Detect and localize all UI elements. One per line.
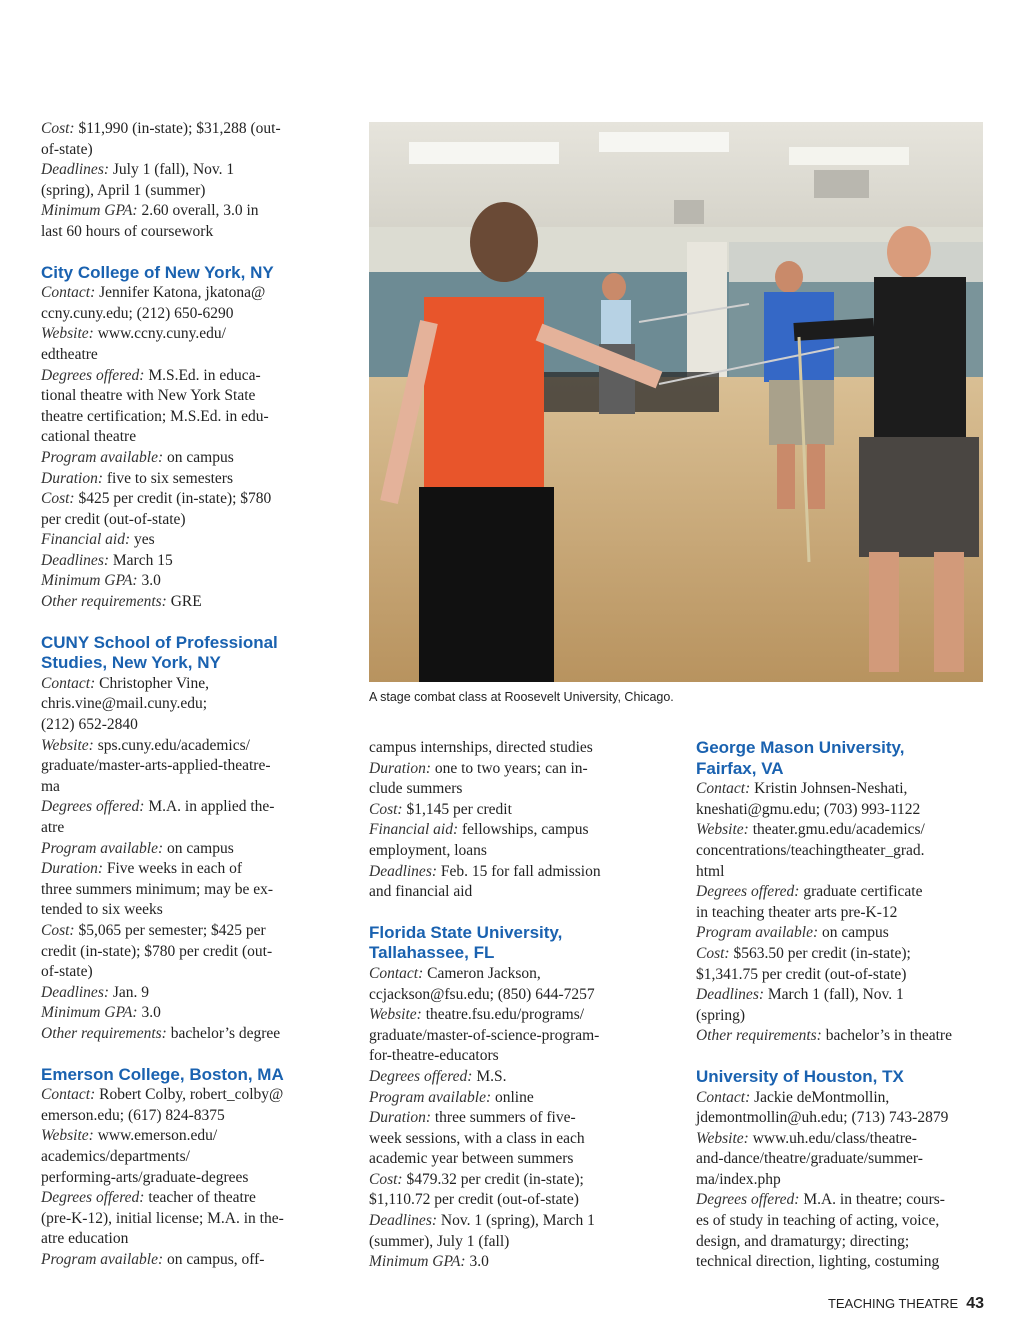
field-value: Feb. 15 for fall admission [437,862,601,880]
text-line [369,1149,659,1170]
school-title-line: Tallahassee, FL [369,943,495,963]
text-line [41,181,336,202]
field-value: (spring) [696,1006,746,1024]
field-value: cational theatre [41,428,137,446]
text-line [369,1232,659,1253]
field-value: kneshati@gmu.edu; (703) 993-1122 [696,800,921,818]
school-title [41,633,336,674]
text-line [696,779,996,800]
field-value: $479.32 per credit (in-state); [402,1170,584,1188]
text-line [41,983,336,1004]
page-footer [828,1295,984,1313]
text-line [41,674,336,695]
field-label: Duration: [41,860,103,878]
text-line [696,1088,996,1109]
field-label: Contact: [696,1088,751,1106]
field-value: emerson.edu; (617) 824-8375 [41,1106,225,1124]
school-title [696,1067,996,1088]
field-value: chris.vine@mail.cuny.edu; [41,695,208,713]
field-value: $1,145 per credit [402,800,512,818]
text-line [41,283,336,304]
field-label: Program available: [41,839,164,857]
field-label: Program available: [369,1088,492,1106]
text-line [41,304,336,325]
field-value: es of study in teaching of acting, voice, [696,1212,940,1230]
field-label: Other requirements: [41,593,167,611]
field-value: (summer), July 1 (fall) [369,1232,510,1250]
text-line [696,820,996,841]
photo-caption: A stage combat class at Roosevelt University, Chicago. [369,690,674,704]
field-value: last 60 hours of coursework [41,222,214,240]
field-value: theater.gmu.edu/academics/ [748,821,925,839]
text-line [369,738,659,759]
field-label: Minimum GPA: [41,572,138,590]
field-label: Cost: [41,921,75,939]
text-line [41,324,336,345]
text-line [41,942,336,963]
text-line [369,985,659,1006]
text-line [369,820,659,841]
field-label: Cost: [696,944,730,962]
text-line [369,1067,659,1088]
field-label: Duration: [41,469,103,487]
field-label: Other requirements: [41,1024,167,1042]
field-value: five to six semesters [103,469,234,487]
field-value: M.A. in theatre; cours- [799,1191,945,1209]
field-value: ccjackson@fsu.edu; (850) 644-7257 [369,985,595,1003]
school-title-line: Florida State University, [369,922,563,942]
text-line [41,1168,336,1189]
text-line [41,756,336,777]
text-line [696,1190,996,1211]
field-value: www.ccny.cuny.edu/ [93,325,226,343]
field-label: Deadlines: [369,1212,438,1230]
text-line [41,859,336,880]
field-value: $563.50 per credit (in-state); [729,944,911,962]
text-line [696,965,996,986]
field-label: Contact: [41,674,96,692]
text-line [369,1252,659,1273]
photo-illustration [369,122,983,682]
field-value: concentrations/teachingtheater_grad. [696,841,925,859]
field-value: ma/index.php [696,1170,781,1188]
text-line [696,1170,996,1191]
field-value: html [696,862,725,880]
field-label: Degrees offered: [41,798,145,816]
school-title-line: City College of New York, NY [41,262,274,282]
text-line [41,1024,336,1045]
field-value: Jackie deMontmollin, [750,1088,890,1106]
text-line [41,551,336,572]
field-value: on campus [163,839,234,857]
text-line [369,1129,659,1150]
text-line [41,880,336,901]
field-value: Nov. 1 (spring), March 1 [437,1212,595,1230]
field-value: three summers of five- [431,1109,576,1127]
field-value: three summers minimum; may be ex- [41,880,274,898]
field-label: Deadlines: [41,161,110,179]
field-label: Financial aid: [41,531,131,549]
field-value: tended to six weeks [41,901,163,919]
field-value: $11,990 (in-state); $31,288 (out- [74,120,281,137]
text-line [369,882,659,903]
text-line [369,1005,659,1026]
field-value: atre education [41,1230,129,1248]
text-line [696,1252,996,1273]
field-value: academic year between summers [369,1150,574,1168]
field-value: one to two years; can in- [431,759,588,777]
text-line [41,1229,336,1250]
text-line [369,1088,659,1109]
text-line [696,985,996,1006]
field-value: and-dance/theatre/graduate/summer- [696,1150,923,1168]
field-value: week sessions, with a class in each [369,1129,585,1147]
continued-entry [41,119,336,243]
school-title-line: George Mason University, [696,738,905,757]
text-line [41,797,336,818]
field-label: Degrees offered: [696,883,800,901]
text-line [41,201,336,222]
column-right [696,738,996,1293]
text-line [696,800,996,821]
field-label: Cost: [41,120,75,137]
field-value: for-theatre-educators [369,1047,499,1065]
field-value: and financial aid [369,883,473,901]
field-label: Contact: [41,284,96,302]
field-label: Program available: [41,1250,164,1268]
text-line [41,407,336,428]
field-label: Cost: [369,800,403,818]
publication-name: TEACHING THEATRE [827,1296,959,1311]
text-line [696,882,996,903]
text-line [696,841,996,862]
text-line [369,1026,659,1047]
text-line [369,1170,659,1191]
field-label: Degrees offered: [41,1189,145,1207]
field-value: credit (in-state); $780 per credit (out- [41,942,273,960]
field-value: (spring), April 1 (summer) [41,181,206,199]
stage-combat-photo [369,122,983,682]
field-value: performing-arts/graduate-degrees [41,1168,249,1186]
school-title-line: Fairfax, VA [696,758,784,778]
field-label: Program available: [696,924,819,942]
field-label: Website: [696,1129,749,1147]
school-entry [369,923,659,1273]
text-line [41,736,336,757]
text-line [696,923,996,944]
field-value: yes [130,531,155,549]
field-label: Degrees offered: [369,1067,473,1085]
field-value: fellowships, campus [458,821,589,839]
text-line [41,222,336,243]
field-value: on campus [163,448,234,466]
field-value: Jan. 9 [109,983,150,1001]
text-line [369,862,659,883]
text-line [696,944,996,965]
text-line [696,1149,996,1170]
field-value: graduate/master-arts-applied-theatre- [41,757,271,775]
field-label: Contact: [41,1086,96,1104]
field-value: M.S. [472,1067,507,1085]
school-title [696,738,996,779]
field-label: Program available: [41,448,164,466]
field-value: $1,110.72 per credit (out-of-state) [369,1191,579,1209]
field-value: 3.0 [137,1004,161,1022]
column-middle [369,738,659,1293]
field-label: Contact: [696,780,751,798]
field-value: www.emerson.edu/ [93,1127,218,1145]
text-line [41,818,336,839]
text-line [41,345,336,366]
field-label: Cost: [41,490,75,508]
field-value: technical direction, lighting, costuming [696,1253,940,1271]
field-label: Duration: [369,759,431,777]
text-line [41,921,336,942]
field-label: Deadlines: [41,983,110,1001]
text-line [41,900,336,921]
field-value: campus internships, directed studies [369,739,593,756]
school-title-line: University of Houston, TX [696,1066,904,1086]
field-value: on campus, off- [163,1250,265,1268]
column-left [41,119,336,1290]
field-value: graduate certificate [799,883,923,901]
field-label: Website: [41,1127,94,1145]
field-label: Other requirements: [696,1027,822,1045]
field-value: March 1 (fall), Nov. 1 [764,986,904,1004]
school-entry [41,1065,336,1271]
field-value: Kristin Johnsen-Neshati, [750,780,908,798]
text-line [41,119,336,140]
field-label: Minimum GPA: [369,1253,466,1271]
field-label: Website: [369,1006,422,1024]
field-value: of-state) [41,140,93,158]
field-value: sps.cuny.edu/academics/ [93,736,250,754]
text-line [41,366,336,387]
school-entry [696,738,996,1047]
text-line [696,1108,996,1129]
field-label: Financial aid: [369,821,459,839]
text-line [696,1006,996,1027]
text-line [369,800,659,821]
text-line [41,1188,336,1209]
field-value: 2.60 overall, 3.0 in [137,202,259,220]
field-value: $425 per credit (in-state); $780 [74,490,272,508]
field-value: bachelor’s in theatre [821,1027,952,1045]
field-label: Degrees offered: [696,1191,800,1209]
field-value: $1,341.75 per credit (out-of-state) [696,965,907,983]
text-line [41,489,336,510]
field-value: theatre.fsu.edu/programs/ [421,1006,585,1024]
text-line [41,530,336,551]
text-line [41,510,336,531]
school-entry [41,633,336,1045]
text-line [41,1126,336,1147]
field-value: design, and dramaturgy; directing; [696,1232,910,1250]
text-line [369,841,659,862]
school-entry [41,263,336,613]
school-title [41,263,336,284]
field-value: Cameron Jackson, [423,964,541,982]
field-value: ma [41,777,60,795]
field-label: Contact: [369,964,424,982]
field-label: Deadlines: [696,986,765,1004]
text-line [41,1003,336,1024]
school-title [41,1065,336,1086]
field-label: Deadlines: [369,862,438,880]
text-line [41,571,336,592]
school-entry [696,1067,996,1273]
field-value: edtheatre [41,345,98,363]
text-line [41,1085,336,1106]
text-line [41,427,336,448]
school-title-line: Studies, New York, NY [41,653,221,673]
school-title-line: CUNY School of Professional [41,632,278,652]
text-line [369,1108,659,1129]
text-line [696,1026,996,1047]
field-value: academics/departments/ [41,1147,190,1165]
text-line [696,1211,996,1232]
school-title-line: Emerson College, Boston, MA [41,1064,284,1084]
text-line [41,1106,336,1127]
field-label: Website: [696,821,749,839]
text-line [41,592,336,613]
text-line [41,1147,336,1168]
field-value: GRE [166,593,202,611]
field-value: www.uh.edu/class/theatre- [748,1129,917,1147]
field-value: clude summers [369,780,463,798]
field-value: bachelor’s degree [166,1024,281,1042]
field-label: Deadlines: [41,551,110,569]
text-line [369,964,659,985]
field-label: Website: [41,736,94,754]
text-line [41,140,336,161]
field-value: Jennifer Katona, jkatona@ [95,284,266,302]
field-value: (pre-K-12), initial license; M.A. in the- [41,1209,284,1227]
text-line [41,1209,336,1230]
text-line [369,779,659,800]
text-line [696,862,996,883]
field-value: theatre certification; M.S.Ed. in edu- [41,407,269,425]
field-label: Degrees offered: [41,366,145,384]
field-label: Duration: [369,1109,431,1127]
field-value: teacher of theatre [144,1189,256,1207]
text-line [369,1046,659,1067]
school-title [369,923,659,964]
field-value: Christopher Vine, [95,674,209,692]
field-value: of-state) [41,963,93,981]
text-line [41,160,336,181]
field-value: jdemontmollin@uh.edu; (713) 743-2879 [696,1109,949,1127]
field-label: Cost: [369,1170,403,1188]
text-line [41,448,336,469]
text-line [41,777,336,798]
text-line [41,962,336,983]
field-value: $5,065 per semester; $425 per [74,921,266,939]
field-value: online [491,1088,534,1106]
field-value: employment, loans [369,841,487,859]
text-line [41,1250,336,1271]
field-value: tional theatre with New York State [41,387,256,405]
field-value: (212) 652-2840 [41,716,138,734]
page-number: 43 [966,1295,984,1312]
field-label: Minimum GPA: [41,1004,138,1022]
text-line [369,1190,659,1211]
field-value: Robert Colby, robert_colby@ [95,1086,284,1104]
field-value: July 1 (fall), Nov. 1 [109,161,235,179]
field-value: graduate/master-of-science-program- [369,1026,600,1044]
field-value: 3.0 [465,1253,489,1271]
field-value: atre [41,819,65,836]
text-line [369,1211,659,1232]
text-line [696,903,996,924]
field-value: Five weeks in each of [103,860,243,878]
field-value: March 15 [109,551,173,569]
continued-entry [369,738,659,903]
field-value: on campus [818,924,889,942]
field-label: Website: [41,325,94,343]
field-value: per credit (out-of-state) [41,510,186,528]
field-value: in teaching theater arts pre-K-12 [696,903,898,921]
text-line [696,1232,996,1253]
text-line [41,386,336,407]
text-line [41,715,336,736]
field-value: M.S.Ed. in educa- [144,366,261,384]
text-line [369,759,659,780]
text-line [41,694,336,715]
text-line [41,839,336,860]
text-line [696,1129,996,1150]
text-line [41,469,336,490]
field-value: ccny.cuny.edu; (212) 650-6290 [41,304,234,322]
field-value: M.A. in applied the- [144,798,275,816]
field-value: 3.0 [137,572,161,590]
field-label: Minimum GPA: [41,202,138,220]
